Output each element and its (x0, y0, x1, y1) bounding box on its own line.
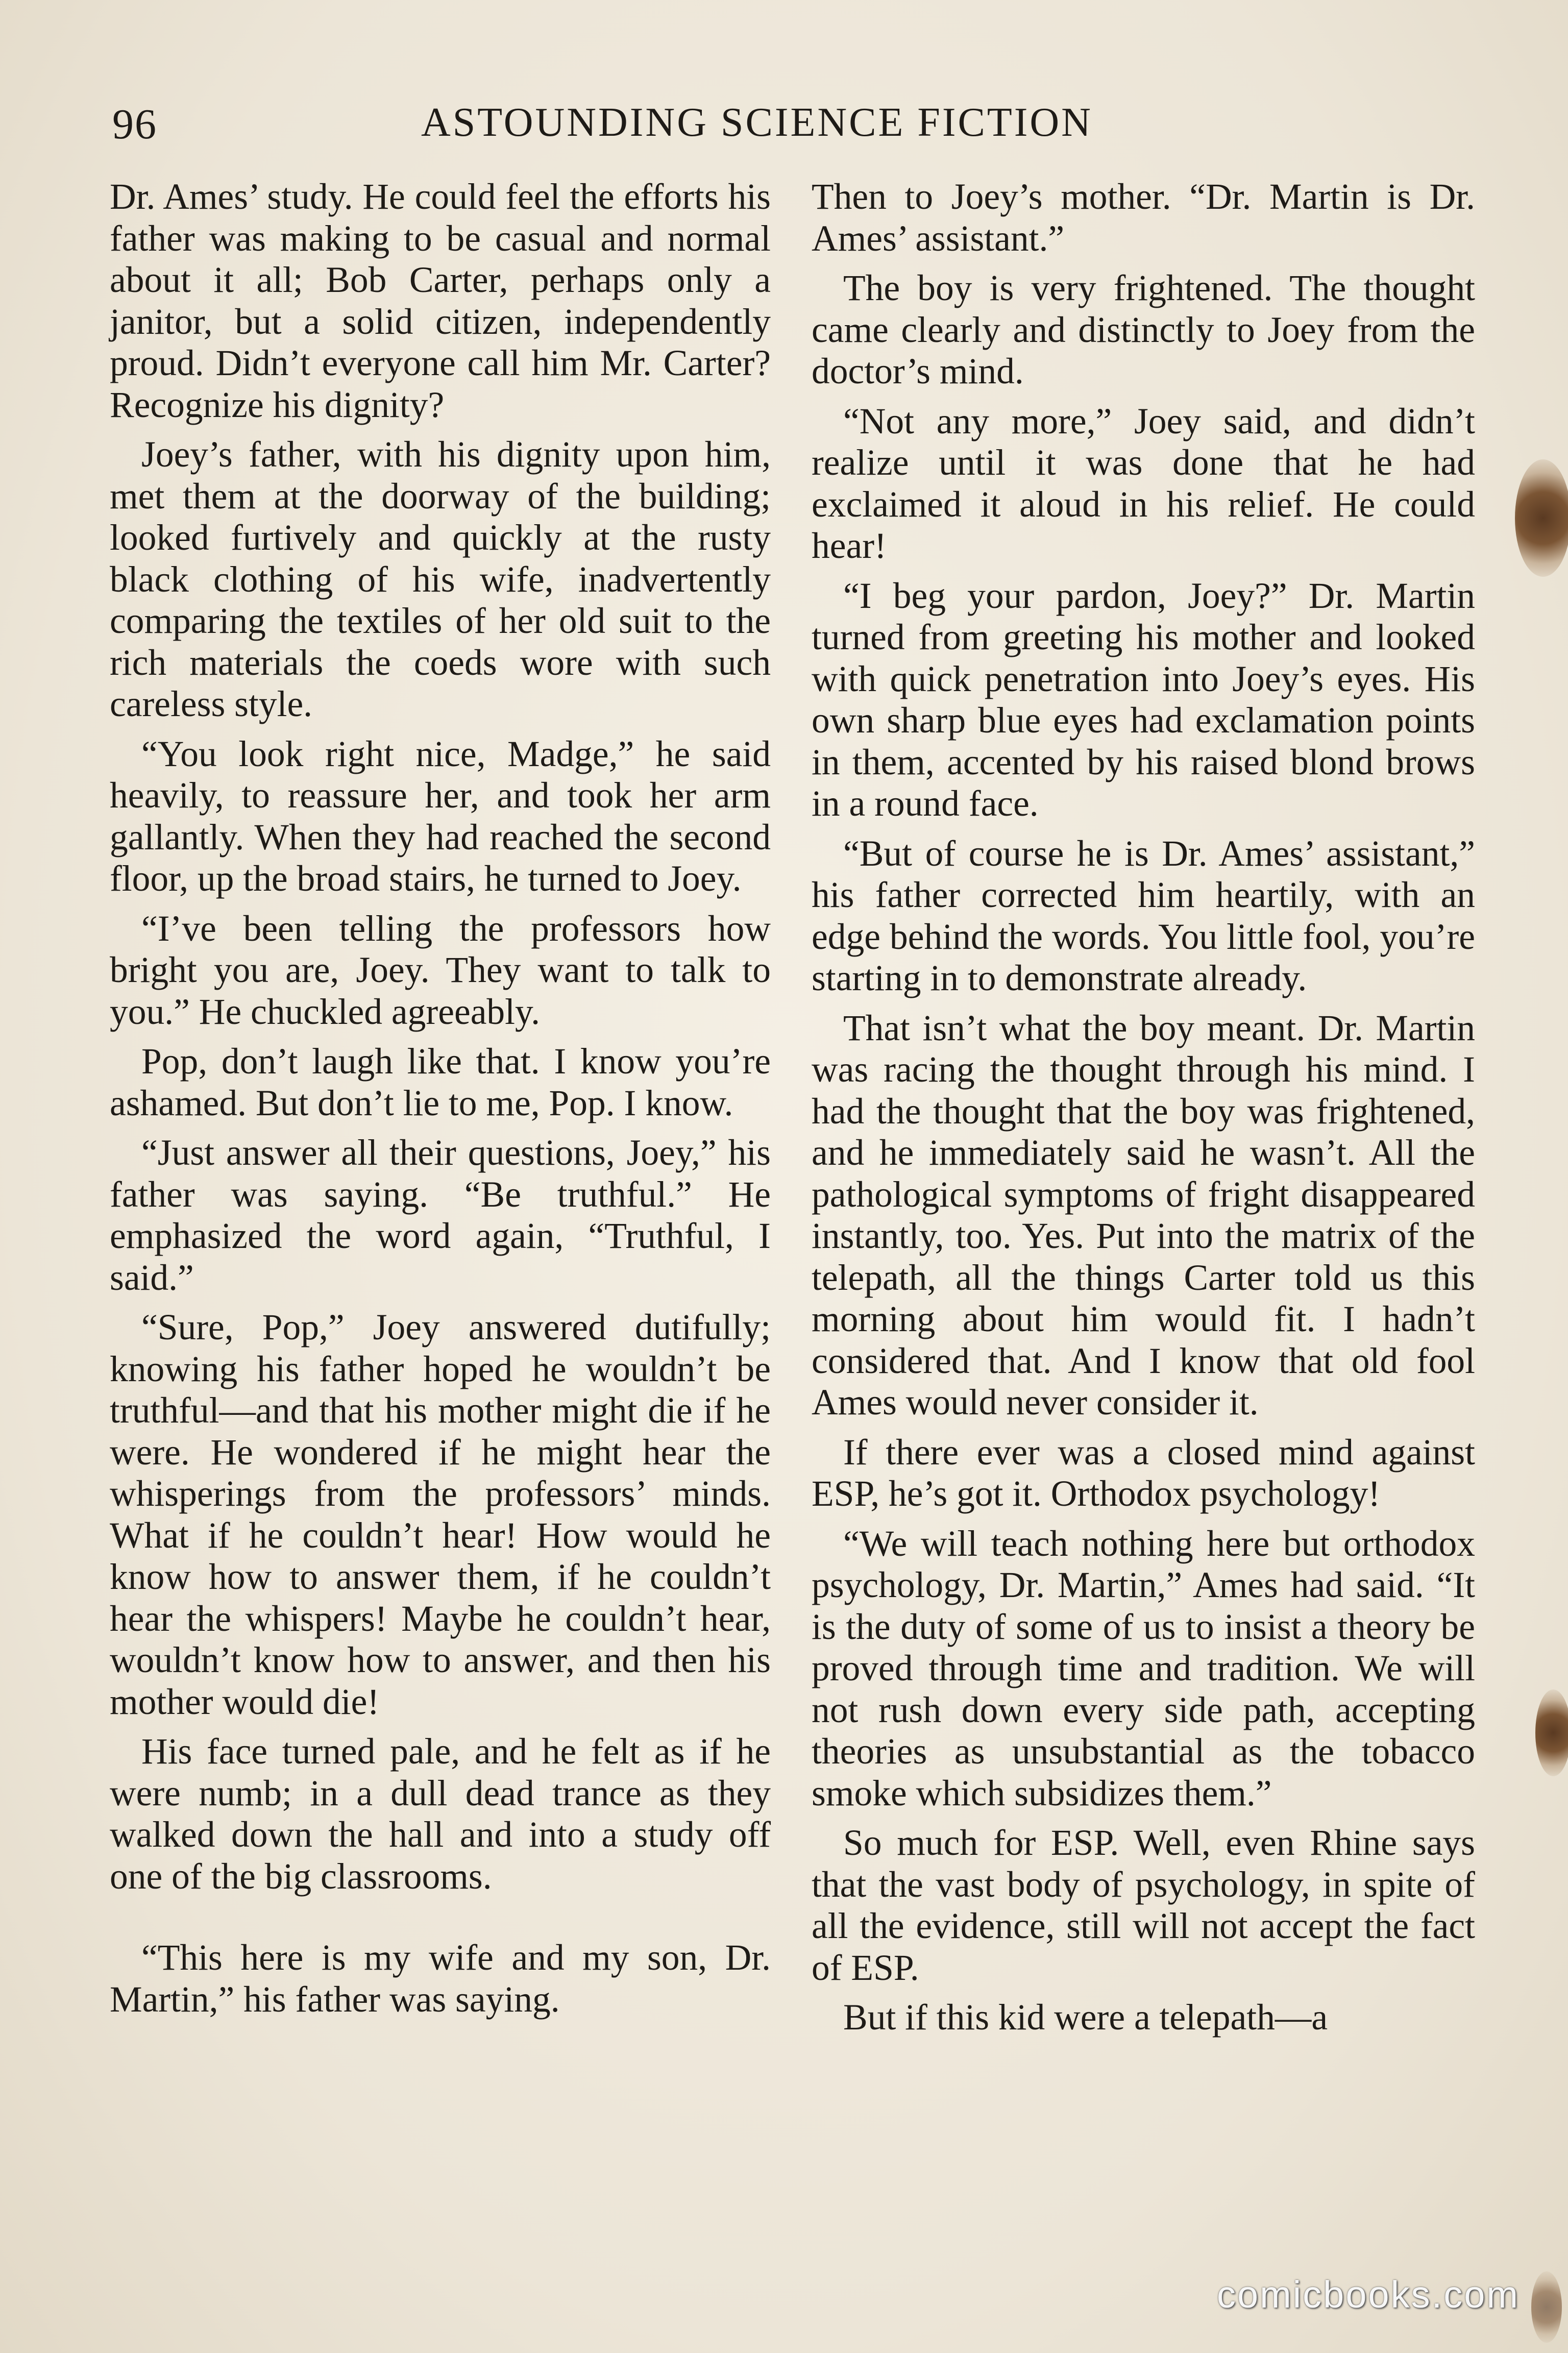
page-number: 96 (112, 101, 157, 148)
paragraph: Joey’s father, with his dignity upon him, met them at the doorway of the building; looked furtively and quickly at the rusty black clothing of his wife, inadvertently comparing the textiles of her old suit to the rich materials the coeds wore with such careless style. (110, 434, 771, 724)
paragraph: “We will teach nothing here but orthodox psychology, Dr. Martin,” Ames had said. “It is the duty of some of us to insist a theory be proved through time and tradition. We will not rush down every side path, accepting theories as unsubstantial as the tobacco smoke which subsidizes them.” (812, 1523, 1475, 1813)
page-stain (1515, 459, 1568, 577)
right-column (812, 176, 1475, 2047)
paragraph: Pop, don’t laugh like that. I know you’re ashamed. But don’t lie to me, Pop. I know. (110, 1041, 771, 1123)
paragraph: “But of course he is Dr. Ames’ assistant,” his father corrected him heartily, with an edge behind the words. You little fool, you’re starting in to demonstrate already. (812, 833, 1475, 998)
paragraph: That isn’t what the boy meant. Dr. Martin was racing the thought through his mind. I had the thought that the boy was frightened, and he immediately said he wasn’t. All the pathological symptoms of fright disappeared instantly, too. Yes. Put into the matrix of the telepath, all the things Carter told us this morning about him would fit. I hadn’t considered that. And I know that old fool Ames would never consider it. (812, 1008, 1475, 1423)
watermark: comicbooks.com (1216, 2273, 1520, 2316)
page-stain (1535, 1689, 1568, 1776)
paragraph: If there ever was a closed mind against ESP, he’s got it. Orthodox psychology! (812, 1432, 1475, 1514)
paragraph: “I’ve been telling the professors how bright you are, Joey. They want to talk to you.” He chuckled agreeably. (110, 908, 771, 1032)
paragraph: “Just answer all their questions, Joey,” his father was saying. “Be truthful.” He emphasized the word again, “Truthful, I said.” (110, 1133, 771, 1298)
paragraph: Then to Joey’s mother. “Dr. Martin is Dr. Ames’ assistant.” (812, 177, 1475, 259)
paragraph: “You look right nice, Madge,” he said heavily, to reassure her, and took her arm gallantly. When they had reached the second floor, up the broad stairs, he turned to Joey. (110, 733, 771, 899)
paragraph: The boy is very frightened. The thought came clearly and distinctly to Joey from the doctor’s mind. (812, 268, 1475, 391)
paragraph: Dr. Ames’ study. He could feel the efforts his father was making to be casual and normal about it all; Bob Carter, perhaps only a janitor, but a solid citizen, independently proud. Didn’t everyone call him Mr. Carter? Recognize his dignity? (110, 177, 771, 425)
paragraph: “This here is my wife and my son, Dr. Martin,” his father was saying. (110, 1938, 771, 2020)
paragraph: So much for ESP. Well, even Rhine says that the vast body of psychology, in spite of all the evidence, still will not accept the fact of ESP. (812, 1823, 1475, 1988)
running-title: ASTOUNDING SCIENCE FICTION (421, 100, 1093, 145)
paragraph: His face turned pale, and he felt as if he were numb; in a dull dead trance as they walked down the hall and into a study off one of the big classrooms. (110, 1731, 771, 1897)
page-stain (1531, 2271, 1562, 2343)
paragraph: “I beg your pardon, Joey?” Dr. Martin turned from greeting his mother and looked with quick penetration into Joey’s eyes. His own sharp blue eyes had exclamation points in them, accented by his raised blond brows in a round face. (812, 575, 1475, 824)
paragraph: “Not any more,” Joey said, and didn’t realize until it was done that he had exclaimed it aloud in his relief. He could hear! (812, 401, 1475, 566)
left-column (110, 176, 771, 2028)
paragraph: But if this kid were a telepath—a (843, 1997, 1328, 2038)
page-header (112, 100, 1184, 156)
paragraph: “Sure, Pop,” Joey answered dutifully; knowing his father hoped he wouldn’t be truthful—and that his mother might die if he were. He wondered if he might hear the whisperings from the professors’ minds. What if he couldn’t hear! How would he know how to answer them, if he couldn’t hear the whispers! Maybe he couldn’t hear, wouldn’t know how to answer, and then his mother would die! (110, 1307, 771, 1722)
